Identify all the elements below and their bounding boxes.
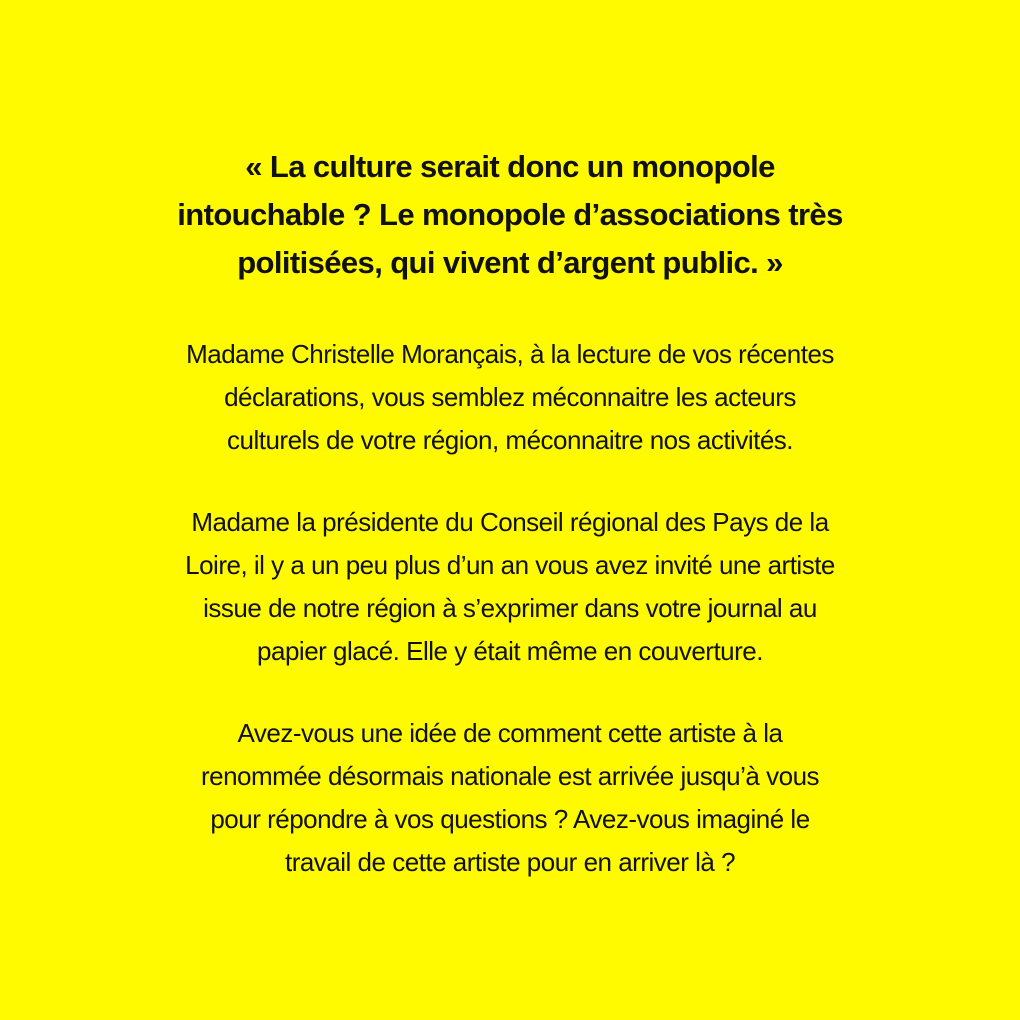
- paragraph-line: issue de notre région à s’exprimer dans votre journal au: [203, 593, 817, 623]
- body-paragraph-1: [60, 333, 960, 462]
- paragraph-line: Avez-vous une idée de comment cette artiste à la: [237, 718, 783, 748]
- paragraph-line: culturels de votre région, méconnaitre nos activités.: [226, 425, 793, 455]
- paragraph-line: renommée désormais nationale est arrivée jusqu’à vous: [200, 761, 820, 791]
- body-paragraph-2: [60, 501, 960, 673]
- pull-quote-line: politisées, qui vivent d’argent public. »: [237, 245, 783, 280]
- paragraph-line: déclarations, vous semblez méconnaitre les acteurs: [224, 382, 796, 412]
- paragraph-line: papier glacé. Elle y était même en couverture.: [257, 636, 763, 666]
- paragraph-line: Madame Christelle Morançais, à la lecture de vos récentes: [186, 339, 834, 369]
- pull-quote-line: intouchable ? Le monopole d’associations très: [177, 197, 843, 232]
- body-paragraph-3: [60, 712, 960, 884]
- paragraph-line: Madame la présidente du Conseil régional des Pays de la: [191, 507, 829, 537]
- paragraph-line: travail de cette artiste pour en arriver là ?: [284, 847, 736, 877]
- paragraph-line: pour répondre à vos questions ? Avez-vous imaginé le: [210, 804, 810, 834]
- paragraph-line: Loire, il y a un peu plus d’un an vous avez invité une artiste: [185, 550, 835, 580]
- pull-quote-line: « La culture serait donc un monopole: [245, 149, 775, 184]
- pull-quote: [60, 143, 960, 287]
